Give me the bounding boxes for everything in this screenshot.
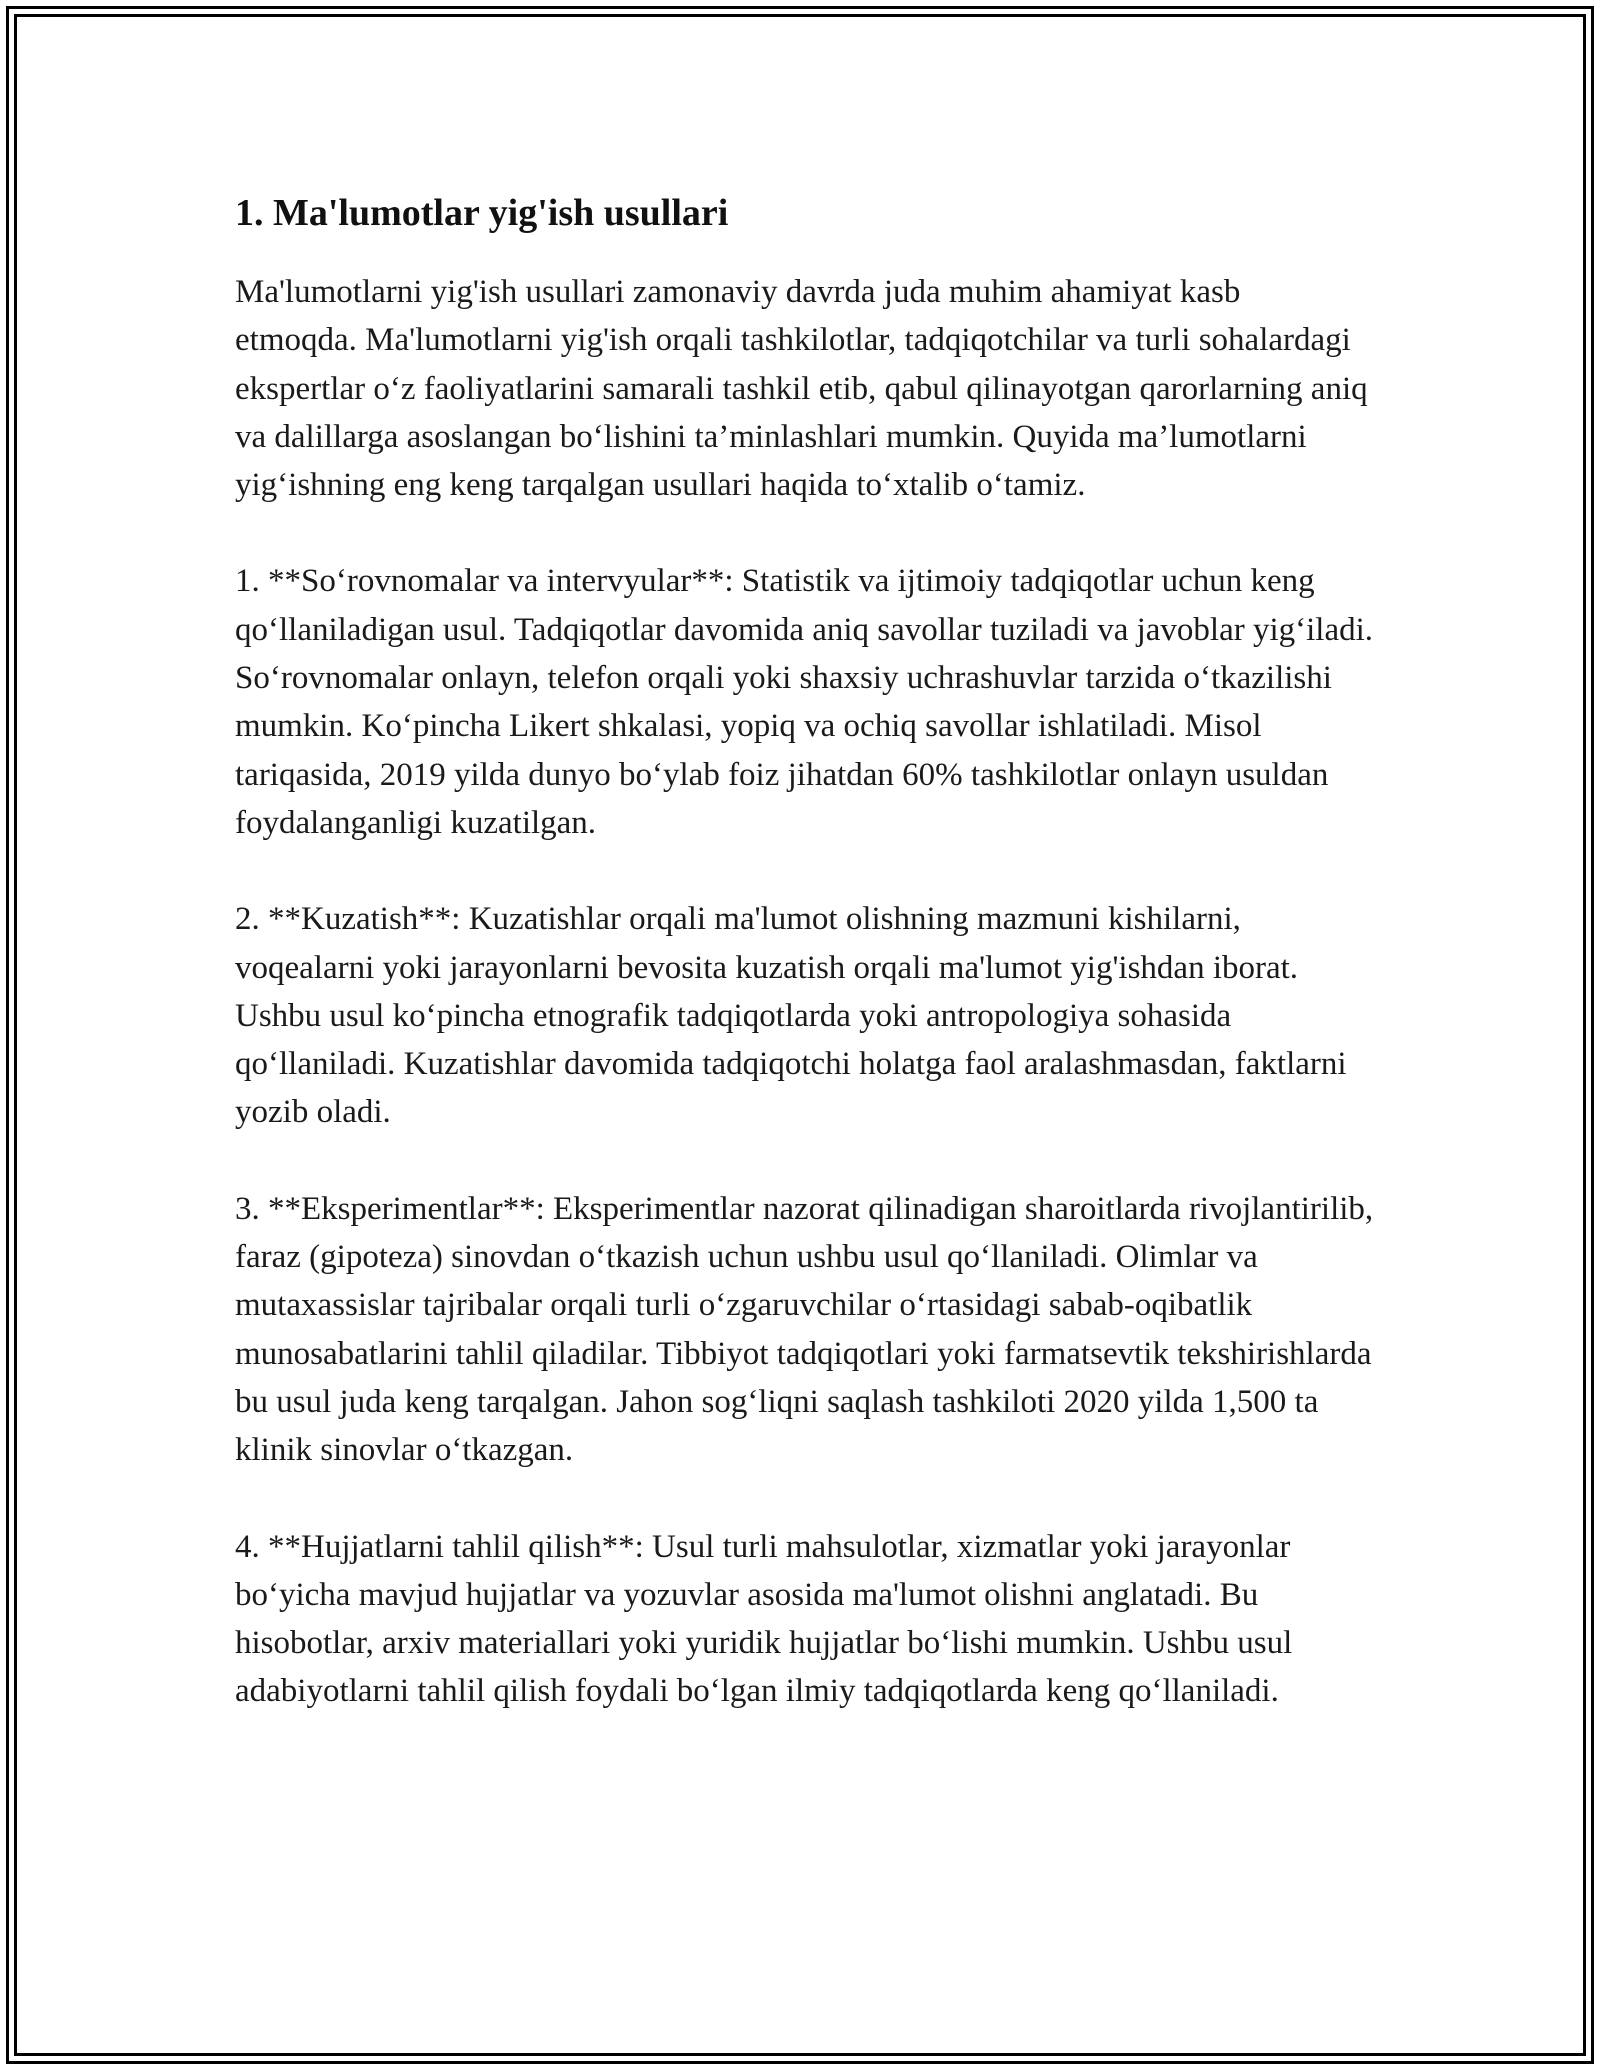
- method-paragraph-experiments: 3. **Eksperimentlar**: Eksperimentlar nazorat qilinadigan sharoitlarda rivojlantirilib, faraz (gipoteza) sinovdan o‘tkazish uchun ushbu usul qo‘llaniladi. Olimlar va mutaxassislar tajribalar orqali turli o‘zgaruvchilar o‘rtasidagi sabab-oqibatlik munosabatlarini tahlil qiladilar. Tibbiyot tadqiqotlari yoki farmatsevtik tekshirishlarda bu usul juda keng tarqalgan. Jahon sog‘liqni saqlash tashkiloti 2020 yilda 1,500 ta klinik sinovlar o‘tkazgan.: [235, 1190, 1374, 1469]
- section-heading: 1. Ma'lumotlar yig'ish usullari: [235, 192, 729, 234]
- method-paragraph-observation: 2. **Kuzatish**: Kuzatishlar orqali ma'lumot olishning mazmuni kishilarni, voqealarni yoki jarayonlarni bevosita kuzatish orqali ma'lumot yig'ishdan iborat. Ushbu usul ko‘pincha etnografik tadqiqotlarda yoki antropologiya sohasida qo‘llaniladi. Kuzatishlar davomida tadqiqotchi holatga faol aralashmasdan, faktlarni yozib oladi.: [235, 901, 1347, 1131]
- method-paragraph-document-analysis: 4. **Hujjatlarni tahlil qilish**: Usul turli mahsulotlar, xizmatlar yoki jarayonlar bo‘yicha mavjud hujjatlar va yozuvlar asosida ma'lumot olishni anglatadi. Bu hisobotlar, arxiv materiallari yoki yuridik hujjatlar bo‘lishi mumkin. Ushbu usul adabiyotlarni tahlil qilish foydali bo‘lgan ilmiy tadqiqotlarda keng qo‘llaniladi.: [235, 1528, 1293, 1710]
- method-paragraph-surveys: 1. **So‘rovnomalar va intervyular**: Statistik va ijtimoiy tadqiqotlar uchun keng qo‘llaniladigan usul. Tadqiqotlar davomida aniq savollar tuziladi va javoblar yig‘iladi. So‘rovnomalar onlayn, telefon orqali yoki shaxsiy uchrashuvlar tarzida o‘tkazilishi mumkin. Ko‘pincha Likert shkalasi, yopiq va ochiq savollar ishlatiladi. Misol tariqasida, 2019 yilda dunyo bo‘ylab foiz jihatdan 60% tashkilotlar onlayn usuldan foydalanganligi kuzatilgan.: [235, 563, 1374, 841]
- intro-paragraph: Ma'lumotlarni yig'ish usullari zamonaviy davrda juda muhim ahamiyat kasb etmoqda. Ma'lumotlarni yig'ish orqali tashkilotlar, tadqiqotchilar va turli sohalardagi ekspertlar o‘z faoliyatlarini samarali tashkil etib, qabul qilinayotgan qarorlarning aniq va dalillarga asoslangan bo‘lishini ta’minlashlari mumkin. Quyida ma’lumotlarni yig‘ishning eng keng tarqalgan usullari haqida to‘xtalib o‘tamiz.: [235, 274, 1368, 504]
- document-body: [235, 180, 1385, 1716]
